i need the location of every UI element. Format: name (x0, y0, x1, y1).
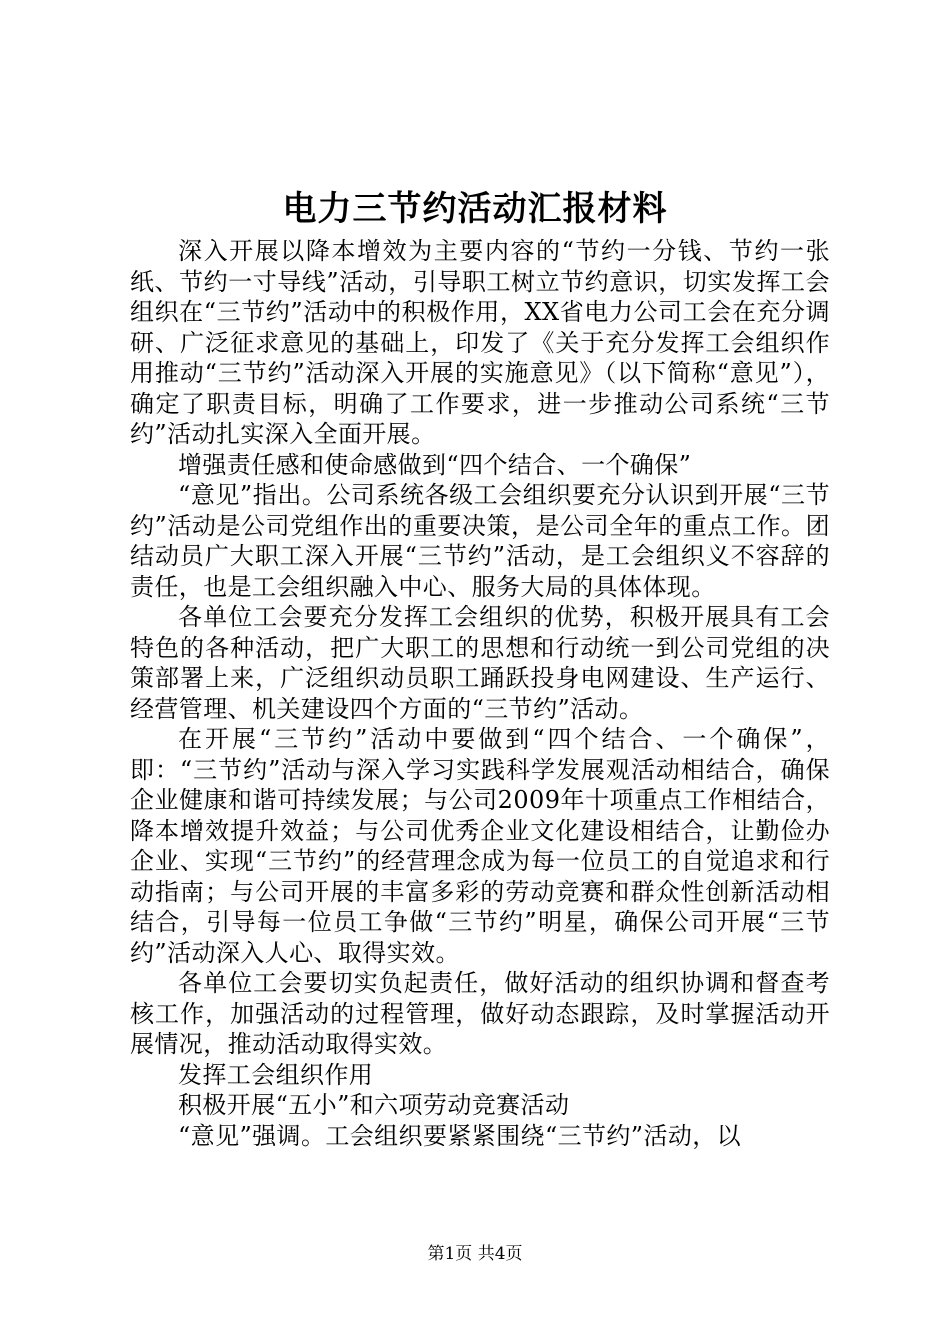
document-body (130, 236, 830, 1151)
paragraph-opinion-emphasis: “意见”强调。工会组织要紧紧围绕“三节约”活动，以 (178, 1121, 742, 1150)
page-footer: 第1页 共4页 (427, 1244, 523, 1264)
paragraph-union-advantages: 各单位工会要充分发挥工会组织的优势，积极开展具有工会特色的各种活动，把广大职工的思想和行动统一到公司党组的决策部署上来，广泛组织动员职工踊跃投身电网建设、生产运行、经营管理、机关建设四个方面的“三节约”活动。 (130, 603, 830, 723)
paragraph-responsibility: 各单位工会要切实负起责任，做好活动的组织协调和督查考核工作，加强活动的过程管理，做好动态跟踪，及时掌握活动开展情况，推动活动取得实效。 (130, 969, 830, 1058)
section-heading-competitions: 积极开展“五小”和六项劳动竞赛活动 (178, 1091, 570, 1119)
section-heading-responsibility: 增强责任感和使命感做到“四个结合、一个确保” (178, 450, 692, 479)
section-heading-union-role: 发挥工会组织作用 (178, 1060, 374, 1089)
paragraph-opinion-points: “意见”指出。公司系统各级工会组织要充分认识到开展“三节约”活动是公司党组作出的重要决策，是公司全年的重点工作。团结动员广大职工深入开展“三节约”活动，是工会组织义不容辞的责任，也是工会组织融入中心、服务大局的具体体现。 (130, 481, 830, 601)
paragraph-four-combinations: 在开展“三节约”活动中要做到“四个结合、一个确保”，即：“三节约”活动与深入学习实践科学发展观活动相结合，确保企业健康和谐可持续发展；与公司2009年十项重点工作相结合，降本增效提升效益；与公司优秀企业文化建设相结合，让勤俭办企业、实现“三节约”的经营理念成为每一位员工的自觉追求和行动指南；与公司开展的丰富多彩的劳动竞赛和群众性创新活动相结合，引导每一位员工争做“三节约”明星，确保公司开展“三节约”活动深入人心、取得实效。 (130, 725, 830, 967)
document-title: 电力三节约活动汇报材料 (282, 189, 668, 229)
paragraph-intro: 深入开展以降本增效为主要内容的“节约一分钱、节约一张纸、节约一寸导线”活动，引导职工树立节约意识，切实发挥工会组织在“三节约”活动中的积极作用，XX省电力公司工会在充分调研、广泛征求意见的基础上，印发了《关于充分发挥工会组织作用推动“三节约”活动深入开展的实施意见》（以下简称“意见”），确定了职责目标，明确了工作要求，进一步推动公司系统“三节约”活动扎实深入全面开展。 (130, 237, 830, 448)
